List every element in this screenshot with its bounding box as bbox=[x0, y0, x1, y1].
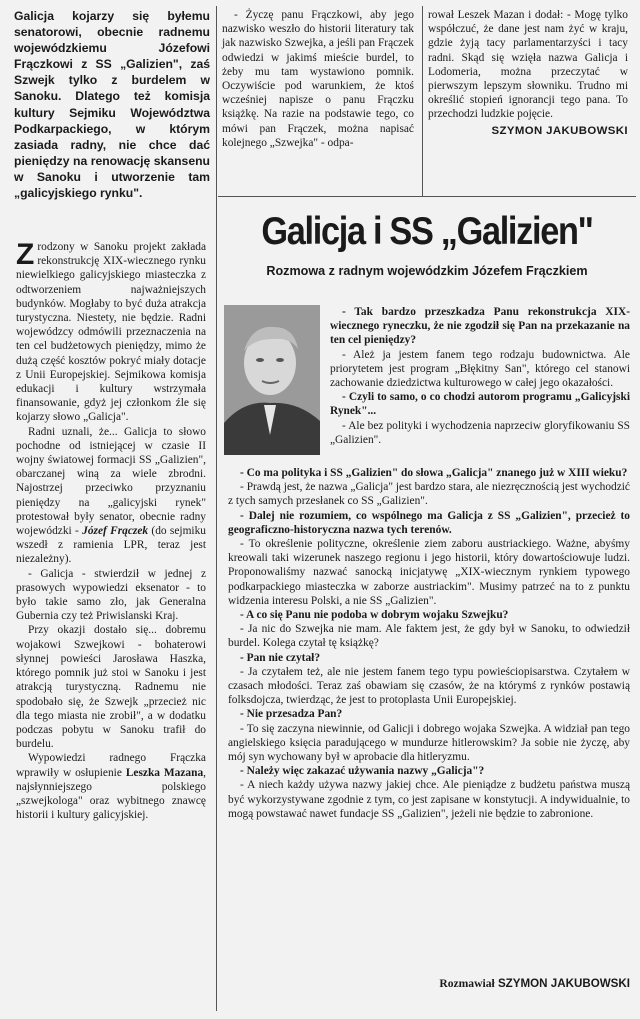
left-paragraph-1: Zrodzony w Sanoku projekt zakłada rekonstrukcję XIX-wiecznego rynku niewielkiego galicyjskiego miasteczka z odtworzeniem najważniejszych budynków. Mogłaby to być duża atrakcja turystyczna. Niestety, nie będzie. Radni wojewódzcy odmówili przeznaczenia na ten cel budżetowych pieniędzy, mimo że dużą część kosztów pokryć miały dotacje z Unii Europejskiej. Sejmikowa komisja edukacji i kultury wstrzymała finansowanie, gdyż jej członkom źle się kojarzy słowo „Galicja". bbox=[16, 238, 206, 424]
interview-question: - Co ma polityka i SS „Galizien" do słowa „Galicja" znanego już w XIII wieku? bbox=[240, 467, 628, 479]
interview-body-upper bbox=[330, 305, 630, 447]
interview-answer: - To się zaczyna niewinnie, od Galicji i dobrego wojaka Szwejka. A widział pan tego angielskiego księcia paradującego w mundurze hitlerowskim? Ja sobie nie życzę, aby mój syn wychowany był w aprobacie dla hitleryzmu. bbox=[228, 722, 630, 764]
interview-answer: - Ale bez polityki i wychodzenia naprzeciw gloryfikowaniu SS „Galizien". bbox=[330, 419, 630, 446]
interview-answer: - Ja czytałem też, ale nie jestem fanem tego typu powieściopisarstwa. Czytałem w czasach młodości. Teraz zaś obawiam się czasów, że na którymś z rynków postawią folksdojcza, twierdząc, że jest to protoplasta Unii Europejskiej. bbox=[228, 665, 630, 707]
interview-body-lower bbox=[228, 466, 630, 821]
name-fraczek: Józef Frączek bbox=[82, 525, 149, 538]
interview-subheadline: Rozmowa z radnym wojewódzkim Józefem Frączkiem bbox=[266, 264, 588, 278]
interview-question: - A co się Panu nie podoba w dobrym wojaku Szwejku? bbox=[240, 609, 509, 622]
portrait-photo bbox=[224, 305, 320, 455]
left-paragraph-4: Przy okazji dostało się... dobremu wojakowi Szwejkowi - bohaterowi słynnej powieści Jarosława Haszka, którego pomnik już stoi w Sanoku i jest atrakcją turystyczną. Radnemu nie spodobało się, że Szwejk „przecież nic dla tego miasta nie zrobił", a w dodatku podczas pobytu w Sanoku trafił do burdelu. bbox=[16, 624, 206, 751]
article-signature: SZYMON JAKUBOWSKI bbox=[491, 124, 628, 137]
article-lead: Galicja kojarzy się byłemu senatorowi, obecnie radnemu wojewódzkiemu Józefowi Frączkowi z SS „Galizien", zaś Szwejk tylko z burdelem w Sanoku. Dlatego też komisja kultury Sejmiku Województwa Podkarpackiego, w którym zasiada radny, nie chce dać pieniędzy na renowację skansenu w Sanoku i utworzenie tam „galicyjskiego rynku". bbox=[14, 9, 210, 201]
left-column bbox=[16, 240, 206, 822]
left-paragraph-3: - Galicja - stwierdził w jednej z prasowych wypowiedzi eksenator - to było takie samo zło, jak Generalna Gubernia czy też Priwislanski Kraj. bbox=[16, 567, 206, 623]
interview-answer: - A niech każdy używa nazwy jakiej chce. Ale pieniądze z budżetu państwa muszą być wykorzystywane zgodnie z tym, co jest zapisane w konstytucji. A indywidualnie, to mogą powstawać nawet fundacje SS „Galizien", jeżeli nie będzie to zabronione. bbox=[228, 779, 630, 820]
interview-signature bbox=[330, 977, 630, 990]
middle-paragraph: - Życzę panu Frączkowi, aby jego nazwisko weszło do historii literatury tak jak nazwisko Szwejka, a jeśli pan Frączek odwiedzi w jakimś mieście burdel, to żeby mu tam wystawiono pomnik. Oczywiście pod warunkiem, że ktoś wcześniej napisze o panu Frączku książkę. Na razie na podstawie tego, co mówi pan Frączek, można napisać kolejnego „Szwejka" - odpa- bbox=[222, 9, 414, 149]
interview-answer: - To określenie polityczne, określenie ziem zaboru austriackiego. Ważne, abyśmy kreowali taki wizerunek naszego regionu i jego historii, który dowartościowuje ludzi. Proponowaliśmy nazwać sanocką inicjatywę „XIX-wiecznym rynkiem typowego podkarpackiego miasteczka w zaborze austriackim". Musimy patrzeć na to z punktu widzenia interesu Polski, a nie SS „Galizien". bbox=[228, 538, 630, 607]
interview-headline: Galicja i SS „Galizien" bbox=[261, 210, 593, 253]
interview-question: - Nie przesadza Pan? bbox=[240, 708, 343, 721]
signature-label: Rozmawiał bbox=[439, 977, 495, 990]
portrait-image bbox=[224, 305, 320, 455]
interview-answer: - Ja nic do Szwejka nie mam. Ale faktem jest, że gdy był w Sanoku, to odwiedził burdel. Kolega czytał tę książkę? bbox=[228, 623, 630, 650]
left-paragraph-2: Radni uznali, że... Galicja to słowo pochodne od istniejącej w czasie II wojny światowej formacji SS „Galizien", obarczanej winą za wiele zbrodni. Najostrzej przeciwko przyznaniu pieniędzy na „galicyjski rynek" protestował były senator, obecnie radny wojewódzki - Józef Frączek (do sejmiku wszedł z ramienia LPR, teraz jest niezależny). bbox=[16, 425, 206, 566]
interview-question: - Tak bardzo przeszkadza Panu rekonstrukcja XIX-wiecznego ryneczku, że nie zgodził się Pan na przekazanie na ten cel pieniędzy? bbox=[330, 306, 630, 347]
interview-question: - Czyli to samo, o co chodzi autorom programu „Galicyjski Rynek"... bbox=[330, 391, 630, 418]
middle-top-column bbox=[222, 8, 414, 150]
interview-answer: - Prawdą jest, że nazwa „Galicja" jest bardzo stara, ale niezręcznością jest wychodzić z tych samych przesłanek co SS „Galizien". bbox=[228, 481, 630, 508]
left-paragraph-5: Wypowiedzi radnego Frączka wprawiły w osłupienie Leszka Mazana, najsłynniejszego polskiego „szwejkologa" oraz wybitnego znawcę historii i kultury galicyjskiej. bbox=[16, 752, 207, 822]
signature-name: SZYMON JAKUBOWSKI bbox=[497, 977, 630, 990]
right-top-column bbox=[428, 8, 628, 138]
column-divider-top-right bbox=[422, 6, 423, 196]
interview-question: - Dalej nie rozumiem, co wspólnego ma Galicja z SS „Galizien", przecież to geograficzno-historyczna nazwa tych terenów. bbox=[228, 509, 630, 536]
interview-answer: - Ależ ja jestem fanem tego rodzaju budownictwa. Ale priorytetem jest program „Błękitny San", którego cel stanowi zachowanie dziedzictwa kulturowego w całej jego okazałości. bbox=[330, 348, 630, 390]
right-paragraph: rował Leszek Mazan i dodał: - Mogę tylko współczuć, że dane jest nam żyć w kraju, gdzie żyją tacy parlamentarzyści i tacy radni. Skąd się wzięła nazwa Galicja i Lodomeria, można przeczytać w pierwszym lepszym słowniku. Trudno mi określić stopień ignorancji tego pana. To przechodzi ludzkie pojęcie. bbox=[428, 9, 628, 121]
column-divider-left bbox=[216, 6, 217, 1011]
interview-question: - Pan nie czytał? bbox=[240, 651, 321, 664]
name-mazan: Leszka Mazana bbox=[125, 766, 204, 779]
interview-question: - Należy więc zakazać używania nazwy „Galicja"? bbox=[240, 765, 485, 778]
horizontal-divider bbox=[218, 196, 636, 197]
drop-cap: Z bbox=[16, 238, 35, 271]
